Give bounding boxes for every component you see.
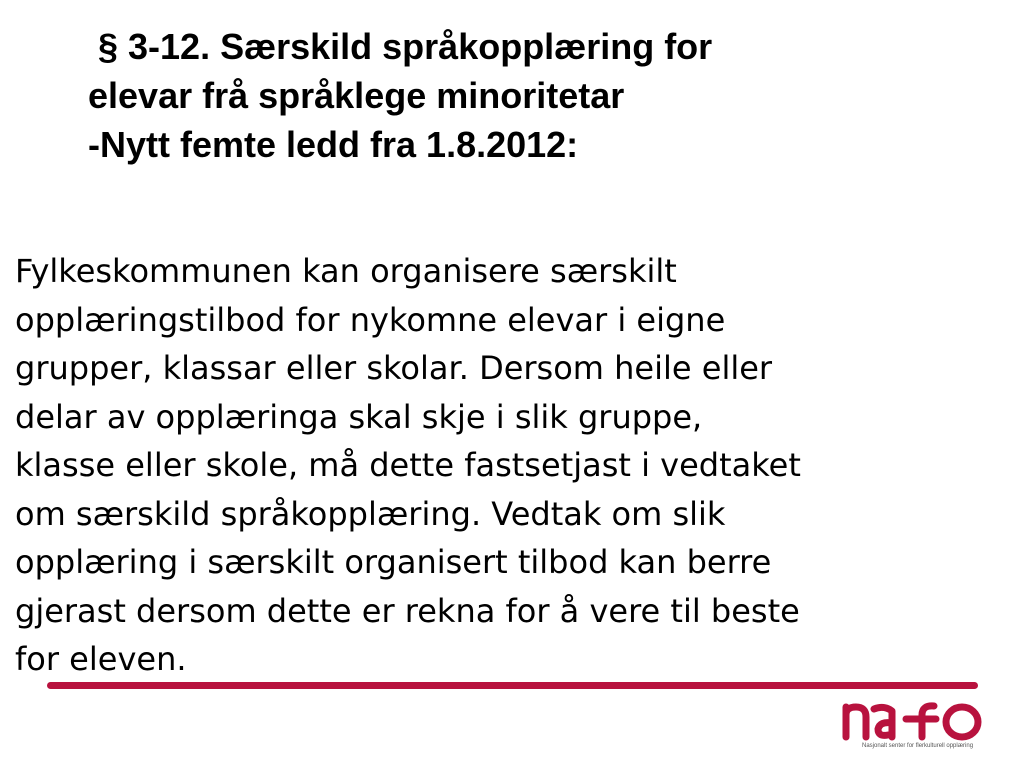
body-text-line: grupper, klassar eller skolar. Dersom heile eller xyxy=(15,349,773,387)
slide-title xyxy=(88,22,988,169)
body-text-line: opplæringstilbod for nykomne elevar i eigne xyxy=(15,300,726,339)
body-text-line: opplæring i særskilt organisert tilbod kan berre xyxy=(15,543,772,581)
footer-divider xyxy=(47,682,978,689)
nafo-logo-caption: Nasjonalt senter for flerkulturell opplæring xyxy=(862,743,974,749)
nafo-logo-mark xyxy=(840,697,990,747)
body-text-line: Fylkeskommunen kan organisere særskilt xyxy=(15,252,677,290)
body-text-line: klasse eller skole, må dette fastsetjast i vedtaket xyxy=(15,446,801,484)
body-text-line: om særskild språkopplæring. Vedtak om slik xyxy=(15,494,726,533)
body-text-line: gjerast dersom dette er rekna for å vere til beste xyxy=(15,591,800,630)
slide-body-text xyxy=(15,247,1015,684)
body-text-line: for eleven. xyxy=(15,640,187,678)
slide-title-line: elevar frå språklege minoritetar xyxy=(88,75,625,116)
body-text-line: delar av opplæringa skal skje i slik gruppe, xyxy=(15,397,703,436)
slide-title-line: -Nytt femte ledd fra 1.8.2012: xyxy=(88,124,579,165)
slide-title-line: § 3-12. Særskild språkopplæring for xyxy=(98,26,713,67)
